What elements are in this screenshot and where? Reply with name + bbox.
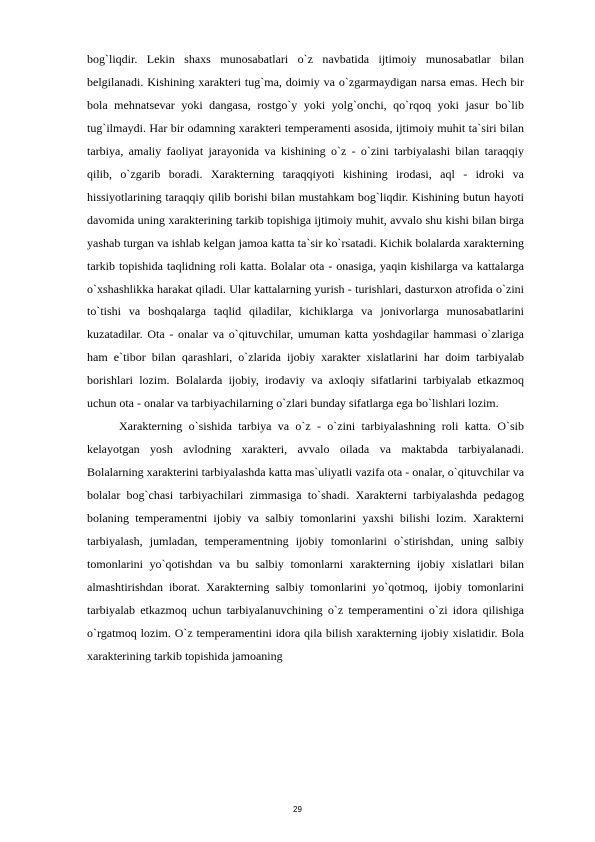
body-text xyxy=(87,48,524,668)
paragraph-1: bog`liqdir. Lekin shaxs munosabatlari o`z navbatida ijtimoiy munosabatlar bilan belgilanadi. Kishining xarakteri tug`ma, doimiy va o`zgarmaydigan narsa emas. Hech bir bola mehnatsevar yoki dangasa, rostgo`y yoki yolg`onchi, qo`rqoq yoki jasur bo`lib tug`ilmaydi. Har bir odamning xarakteri temperamenti asosida, ijtimoiy muhit ta`siri bilan tarbiya, amaliy faoliyat jarayonida va kishining o`z - o`zini tarbiyalashi bilan taraqqiy qilib, o`zgarib boradi. Xarakterning taraqqiyoti kishining irodasi, aql - idroki va hissiyotlarining taraqqiy qilib borishi bilan mustahkam bog`liqdir. Kishining butun hayoti davomida uning xarakterining tarkib topishiga ijtimoiy muhit, avvalo shu kishi bilan birga yashab turgan va ishlab kelgan jamoa katta ta`sir ko`rsatadi. Kichik bolalarda xarakterning tarkib topishida taqlidning roli katta. Bolalar ota - onasiga, yaqin kishilarga va kattalarga o`xshashlikka harakat qiladi. Ular kattalarning yurish - turishlari, dasturxon atrofida o`zini to`tishi va boshqalarga taqlid qiladilar, kichiklarga va jonivorlarga munosabatlarini kuzatadilar. Ota - onalar va o`qituvchilar, umuman katta yoshdagilar hammasi o`zlariga ham e`tibor bilan qarashlari, o`zlarida ijobiy xarakter xislatlarini har doim tarbiyalab borishlari lozim. Bolalarda ijobiy, irodaviy va axloqiy sifatlarini tarbiyalab etkazmoq uchun ota - onalar va tarbiyachilarning o`zlari bunday sifatlarga ega bo`lishlari lozim. xyxy=(87,52,524,411)
paragraph-2: Xarakterning o`sishida tarbiya va o`z - o`zini tarbiyalashning roli katta. O`sib kelayotgan yosh avlodning xarakteri, avvalo oilada va maktabda tarbiyalanadi. Bolalarning xarakterini tarbiyalashda katta mas`uliyatli vazifa ota - onalar, o`qituvchilar va bolalar bog`chasi tarbiyachilari zimmasiga to`shadi. Xarakterni tarbiyalashda pedagog bolaning temperamentni ijobiy va salbiy tomonlarini yaxshi bilishi lozim. Xarakterni tarbiyalash, jumladan, temperamentning ijobiy tomonlarini o`stirishdan, uning salbiy tomonlarini yo`qotishdan va bu salbiy tomonlarni xarakterning ijobiy xislatlari bilan almashtirishdan iborat. Xarakterning salbiy tomonlarini yo`qotmoq, ijobiy tomonlarini tarbiyalab etkazmoq uchun tarbiyalanuvchining o`z temperamentini o`zi idora qilishiga o`rgatmoq lozim. O`z temperamentini idora qila bilish xarakterning ijobiy xislatidir. Bola xarakterining tarkib topishida jamoaning xyxy=(87,419,525,663)
page-number: 29 xyxy=(293,805,302,814)
